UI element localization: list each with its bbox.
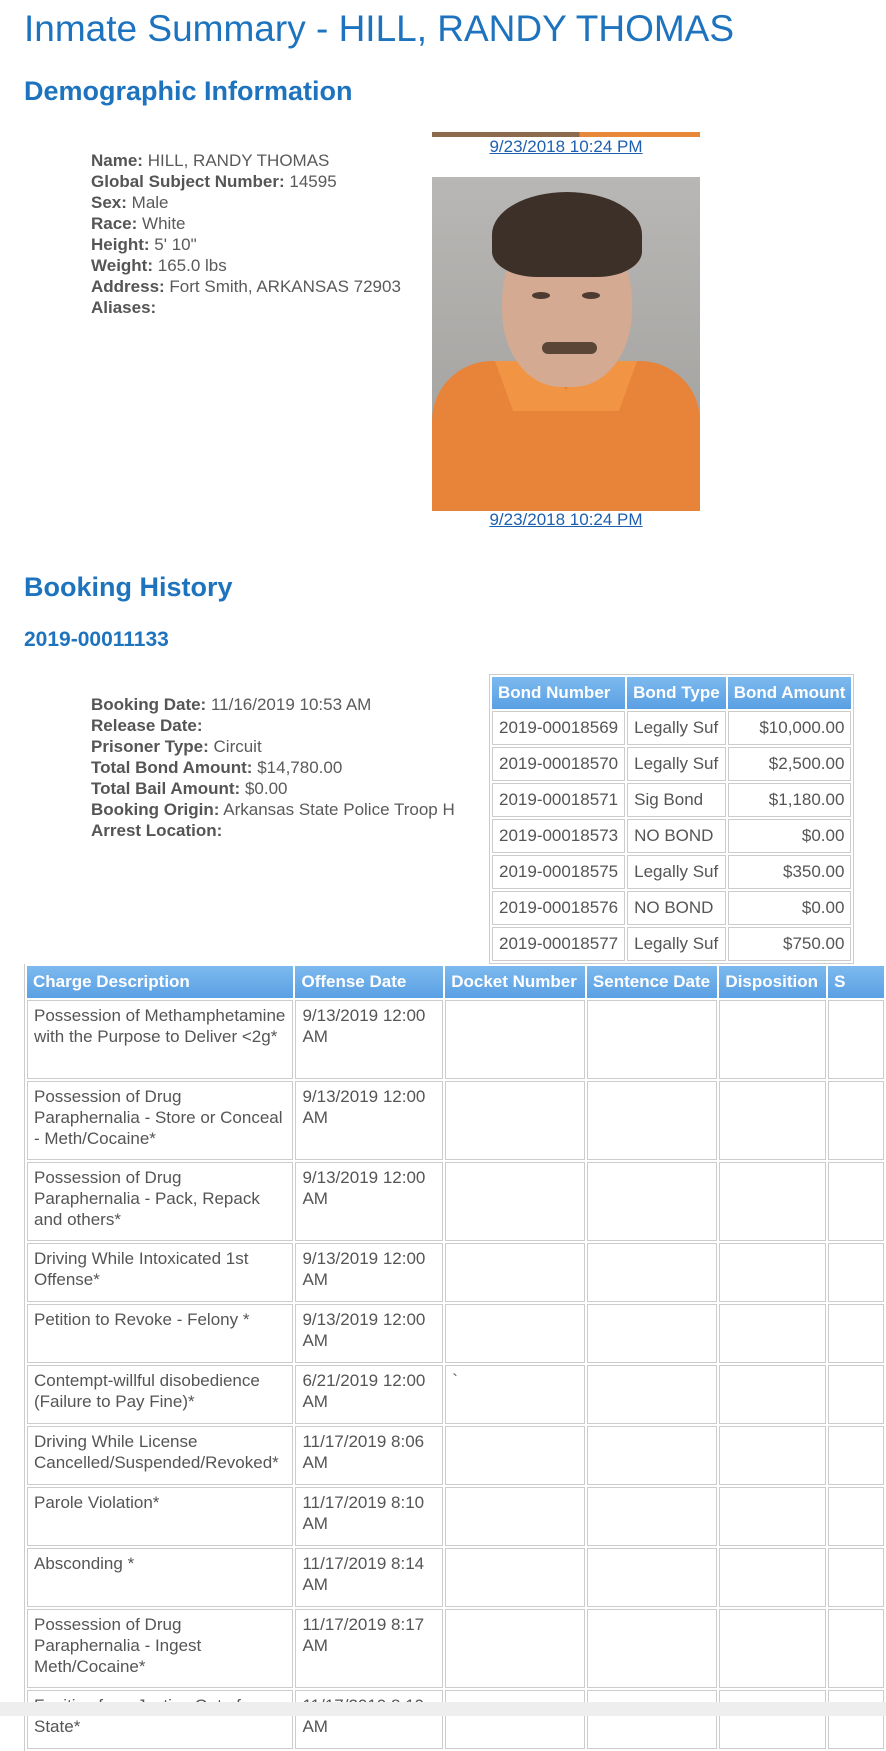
offense-date-cell: 9/13/2019 12:00 AM xyxy=(295,1304,443,1363)
bond-row xyxy=(492,891,851,925)
bond-row xyxy=(492,783,851,817)
sentence-cell xyxy=(828,1304,884,1363)
bond-amount-cell: $2,500.00 xyxy=(728,747,852,781)
docket-number-cell xyxy=(445,1243,585,1302)
page-bottom-bar xyxy=(0,1702,886,1716)
bond-row xyxy=(492,927,851,961)
sentence-date-cell xyxy=(587,1081,718,1160)
charge-row xyxy=(27,1081,884,1160)
page-title: Inmate Summary - HILL, RANDY THOMAS xyxy=(24,8,735,49)
bond-row xyxy=(492,711,851,745)
docket-number-cell xyxy=(445,1487,585,1546)
disposition-cell xyxy=(719,1690,826,1749)
docket-number-cell xyxy=(445,1304,585,1363)
sex-row: Sex: Male xyxy=(91,193,169,212)
disposition-cell xyxy=(719,1609,826,1688)
sentence-cell xyxy=(828,1000,884,1079)
bond-number-cell: 2019-00018573 xyxy=(492,819,625,853)
sentence-date-header[interactable]: Sentence Date xyxy=(587,966,718,998)
sentence-date-cell xyxy=(587,1243,718,1302)
bond-type-cell: Legally Suf xyxy=(627,927,726,961)
sentence-date-cell xyxy=(587,1426,718,1485)
charge-row xyxy=(27,1426,884,1485)
booking-date-row: Booking Date: 11/16/2019 10:53 AM xyxy=(91,695,372,714)
bond-table-header xyxy=(492,677,851,709)
bond-type-cell: Legally Suf xyxy=(627,855,726,889)
sentence-date-cell xyxy=(587,1690,718,1749)
offense-date-header[interactable]: Offense Date xyxy=(295,966,443,998)
offense-date-cell: 9/13/2019 12:00 AM xyxy=(295,1162,443,1241)
charge-description-cell: State* xyxy=(27,1690,293,1749)
sentence-cell xyxy=(828,1548,884,1607)
photo-bottom xyxy=(432,510,700,530)
disposition-cell xyxy=(719,1162,826,1241)
bond-number-cell: 2019-00018571 xyxy=(492,783,625,817)
charge-description-cell: Petition to Revoke - Felony * xyxy=(27,1304,293,1363)
bond-number-cell: 2019-00018570 xyxy=(492,747,625,781)
address-row: Address: Fort Smith, ARKANSAS 72903 xyxy=(91,277,401,296)
sentence-cell xyxy=(828,1487,884,1546)
bond-number-header[interactable]: Bond Number xyxy=(492,677,625,709)
charge-description-cell: Driving While License Cancelled/Suspended/Revoked* xyxy=(27,1426,293,1485)
bond-number-cell: 2019-00018577 xyxy=(492,927,625,961)
prisoner-type-row: Prisoner Type: Circuit xyxy=(91,737,262,756)
charge-row xyxy=(27,1162,884,1241)
offense-date-cell: 9/13/2019 12:00 AM xyxy=(295,1081,443,1160)
bond-type-cell: NO BOND xyxy=(627,891,726,925)
bond-amount-cell: $350.00 xyxy=(728,855,852,889)
aliases-row: Aliases: xyxy=(91,298,157,317)
docket-number-cell xyxy=(445,1548,585,1607)
bond-amount-cell: $0.00 xyxy=(728,891,852,925)
charge-row xyxy=(27,1609,884,1688)
bond-amount-cell: $0.00 xyxy=(728,819,852,853)
disposition-cell xyxy=(719,1243,826,1302)
booking-origin-row: Booking Origin: Arkansas State Police Troop H xyxy=(91,800,455,819)
photo-date-link-bottom[interactable]: 9/23/2018 10:24 PM xyxy=(489,510,643,529)
bond-amount-cell: $1,180.00 xyxy=(728,783,852,817)
disposition-cell xyxy=(719,1000,826,1079)
bond-row xyxy=(492,855,851,889)
bond-type-cell: Legally Suf xyxy=(627,747,726,781)
sentence-date-cell xyxy=(587,1304,718,1363)
mugshot-photo[interactable] xyxy=(432,177,700,511)
sentence-cell xyxy=(828,1365,884,1424)
photo-top xyxy=(432,132,700,157)
docket-number-cell xyxy=(445,1426,585,1485)
sentence-date-cell xyxy=(587,1487,718,1546)
bond-amount-cell: $10,000.00 xyxy=(728,711,852,745)
charge-description-cell: Driving While Intoxicated 1st Offense* xyxy=(27,1243,293,1302)
docket-number-cell xyxy=(445,1609,585,1688)
bond-type-cell: Legally Suf xyxy=(627,711,726,745)
weight-row: Weight: 165.0 lbs xyxy=(91,256,227,275)
docket-number-cell xyxy=(445,1000,585,1079)
bond-number-cell: 2019-00018576 xyxy=(492,891,625,925)
bond-type-cell: Sig Bond xyxy=(627,783,726,817)
charge-description-cell: Possession of Methamphetamine with the Purpose to Deliver <2g* xyxy=(27,1000,293,1079)
bond-row xyxy=(492,747,851,781)
charge-table xyxy=(24,964,886,1751)
race-row: Race: White xyxy=(91,214,186,233)
bond-type-header[interactable]: Bond Type xyxy=(627,677,726,709)
sentence-cell xyxy=(828,1426,884,1485)
offense-date-cell: 11/17/2019 8:10 AM xyxy=(295,1487,443,1546)
offense-date-cell: 9/13/2019 12:00 AM xyxy=(295,1000,443,1079)
disposition-cell xyxy=(719,1548,826,1607)
sentence-date-cell xyxy=(587,1000,718,1079)
sentence-date-cell xyxy=(587,1609,718,1688)
charge-description-cell: Absconding * xyxy=(27,1548,293,1607)
charge-row xyxy=(27,1000,884,1079)
disposition-cell xyxy=(719,1304,826,1363)
total-bond-row: Total Bond Amount: $14,780.00 xyxy=(91,758,343,777)
bond-number-cell: 2019-00018575 xyxy=(492,855,625,889)
demographic-info xyxy=(91,150,401,318)
charge-row xyxy=(27,1365,884,1424)
charge-row xyxy=(27,1243,884,1302)
offense-date-cell: 11/17/2019 8:14 AM xyxy=(295,1548,443,1607)
bond-type-cell: NO BOND xyxy=(627,819,726,853)
disposition-cell xyxy=(719,1081,826,1160)
name-row: Name: HILL, RANDY THOMAS xyxy=(91,151,330,170)
disposition-header[interactable]: Disposition xyxy=(719,966,826,998)
release-date-row: Release Date: xyxy=(91,716,203,735)
offense-date-cell: AM xyxy=(295,1690,443,1749)
sentence-cell xyxy=(828,1690,884,1749)
charge-table-header xyxy=(27,966,884,998)
height-row: Height: 5' 10" xyxy=(91,235,197,254)
sentence-cell xyxy=(828,1243,884,1302)
sentence-date-cell xyxy=(587,1365,718,1424)
bond-table xyxy=(489,674,854,964)
charge-row xyxy=(27,1690,884,1749)
charge-description-cell: Possession of Drug Paraphernalia - Store or Conceal - Meth/Cocaine* xyxy=(27,1081,293,1160)
booking-info xyxy=(91,694,455,841)
total-bail-row: Total Bail Amount: $0.00 xyxy=(91,779,288,798)
demographic-heading: Demographic Information xyxy=(24,76,353,106)
offense-date-cell: 6/21/2019 12:00 AM xyxy=(295,1365,443,1424)
docket-number-cell xyxy=(445,1690,585,1749)
bond-amount-cell: $750.00 xyxy=(728,927,852,961)
offense-date-cell: 9/13/2019 12:00 AM xyxy=(295,1243,443,1302)
bond-row xyxy=(492,819,851,853)
booking-number: 2019-00011133 xyxy=(24,628,169,651)
charge-description-cell: Parole Violation* xyxy=(27,1487,293,1546)
docket-number-cell xyxy=(445,1162,585,1241)
sentence-cell xyxy=(828,1081,884,1160)
bond-number-cell: 2019-00018569 xyxy=(492,711,625,745)
sentence-date-cell xyxy=(587,1162,718,1241)
docket-number-cell xyxy=(445,1081,585,1160)
charge-row xyxy=(27,1548,884,1607)
booking-history-heading: Booking History xyxy=(24,572,233,602)
offense-date-cell: 11/17/2019 8:06 AM xyxy=(295,1426,443,1485)
sentence-cell xyxy=(828,1162,884,1241)
charge-description-cell: Contempt-willful disobedience (Failure to Pay Fine)* xyxy=(27,1365,293,1424)
sentence-header[interactable]: S xyxy=(828,966,884,998)
disposition-cell xyxy=(719,1426,826,1485)
disposition-cell xyxy=(719,1487,826,1546)
charge-row xyxy=(27,1304,884,1363)
charge-description-cell: Possession of Drug Paraphernalia - Ingest Meth/Cocaine* xyxy=(27,1609,293,1688)
charge-description-cell: Possession of Drug Paraphernalia - Pack, Repack and others* xyxy=(27,1162,293,1241)
sentence-cell xyxy=(828,1609,884,1688)
subject-number-row: Global Subject Number: 14595 xyxy=(91,172,337,191)
offense-date-cell: 11/17/2019 8:17 AM xyxy=(295,1609,443,1688)
charge-description-header[interactable]: Charge Description xyxy=(27,966,293,998)
arrest-location-row: Arrest Location: xyxy=(91,821,223,840)
docket-number-header[interactable]: Docket Number xyxy=(445,966,585,998)
charge-row xyxy=(27,1487,884,1546)
disposition-cell xyxy=(719,1365,826,1424)
photo-date-link-top[interactable]: 9/23/2018 10:24 PM xyxy=(489,137,643,156)
docket-number-cell: ` xyxy=(445,1365,585,1424)
bond-amount-header[interactable]: Bond Amount xyxy=(728,677,852,709)
sentence-date-cell xyxy=(587,1548,718,1607)
